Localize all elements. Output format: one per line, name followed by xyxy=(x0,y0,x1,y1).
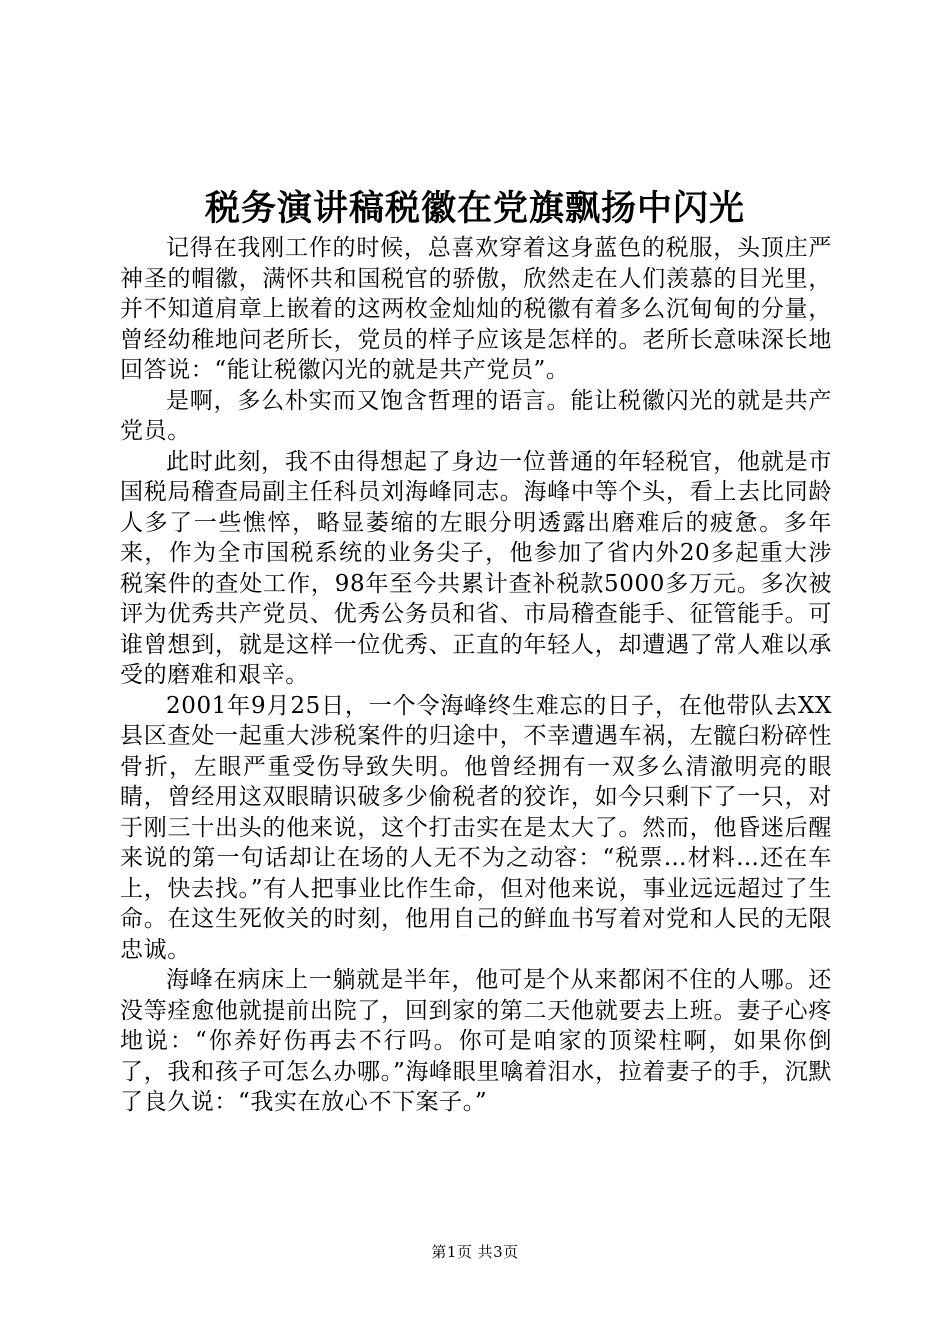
paragraph-2: 是啊，多么朴实而又饱含哲理的语言。能让税徽闪光的就是共产党员。 xyxy=(120,387,832,444)
page-number-footer: 第1页 共3页 xyxy=(431,1243,519,1261)
document-title: 税务演讲稿税徽在党旗飘扬中闪光 xyxy=(204,188,745,229)
paragraph-1: 记得在我刚工作的时候，总喜欢穿着这身蓝色的税服，头顶庄严神圣的帽徽，满怀共和国税官的骄傲，欣然走在人们羡慕的目光里，并不知道肩章上嵌着的这两枚金灿灿的税徽有着多么沉甸甸的分量，曾经幼稚地问老所长，党员的样子应该是怎样的。老所长意味深长地回答说：“能让税徽闪光的就是共产党员”。 xyxy=(120,235,832,383)
document-body xyxy=(120,233,832,1118)
paragraph-4: 2001年9月25日，一个令海峰终生难忘的日子，在他带队去XX县区查处一起重大涉税案件的归途中，不幸遭遇车祸，左髋臼粉碎性骨折，左眼严重受伤导致失明。他曾经拥有一双多么清澈明亮的眼睛，曾经用这双眼睛识破多少偷税者的狡诈，如今只剩下了一只，对于刚三十出头的他来说，这个打击实在是太大了。然而，他昏迷后醒来说的第一句话却让在场的人无不为之动容：“税票…材料…还在车上，快去找。”有人把事业比作生命，但对他来说，事业远远超过了生命。在这生死攸关的时刻，他用自己的鲜血书写着对党和人民的无限忠诚。 xyxy=(120,692,832,963)
paragraph-3: 此时此刻，我不由得想起了身边一位普通的年轻税官，他就是市国税局稽查局副主任科员刘海峰同志。海峰中等个头，看上去比同龄人多了一些憔悴，略显萎缩的左眼分明透露出磨难后的疲惫。多年来，作为全市国税系统的业务尖子，他参加了省内外20多起重大涉税案件的查处工作，98年至今共累计查补税款5000多万元。多次被评为优秀共产党员、优秀公务员和省、市局稽查能手、征管能手。可谁曾想到，就是这样一位优秀、正直的年轻人，却遭遇了常人难以承受的磨难和艰辛。 xyxy=(120,448,832,688)
paragraph-5: 海峰在病床上一躺就是半年，他可是个从来都闲不住的人哪。还没等痊愈他就提前出院了，回到家的第二天他就要去上班。妻子心疼地说：“你养好伤再去不行吗。你可是咱家的顶梁柱啊，如果你倒了，我和孩子可怎么办哪。”海峰眼里噙着泪水，拉着妻子的手，沉默了良久说：“我实在放心不下案子。” xyxy=(120,967,832,1115)
